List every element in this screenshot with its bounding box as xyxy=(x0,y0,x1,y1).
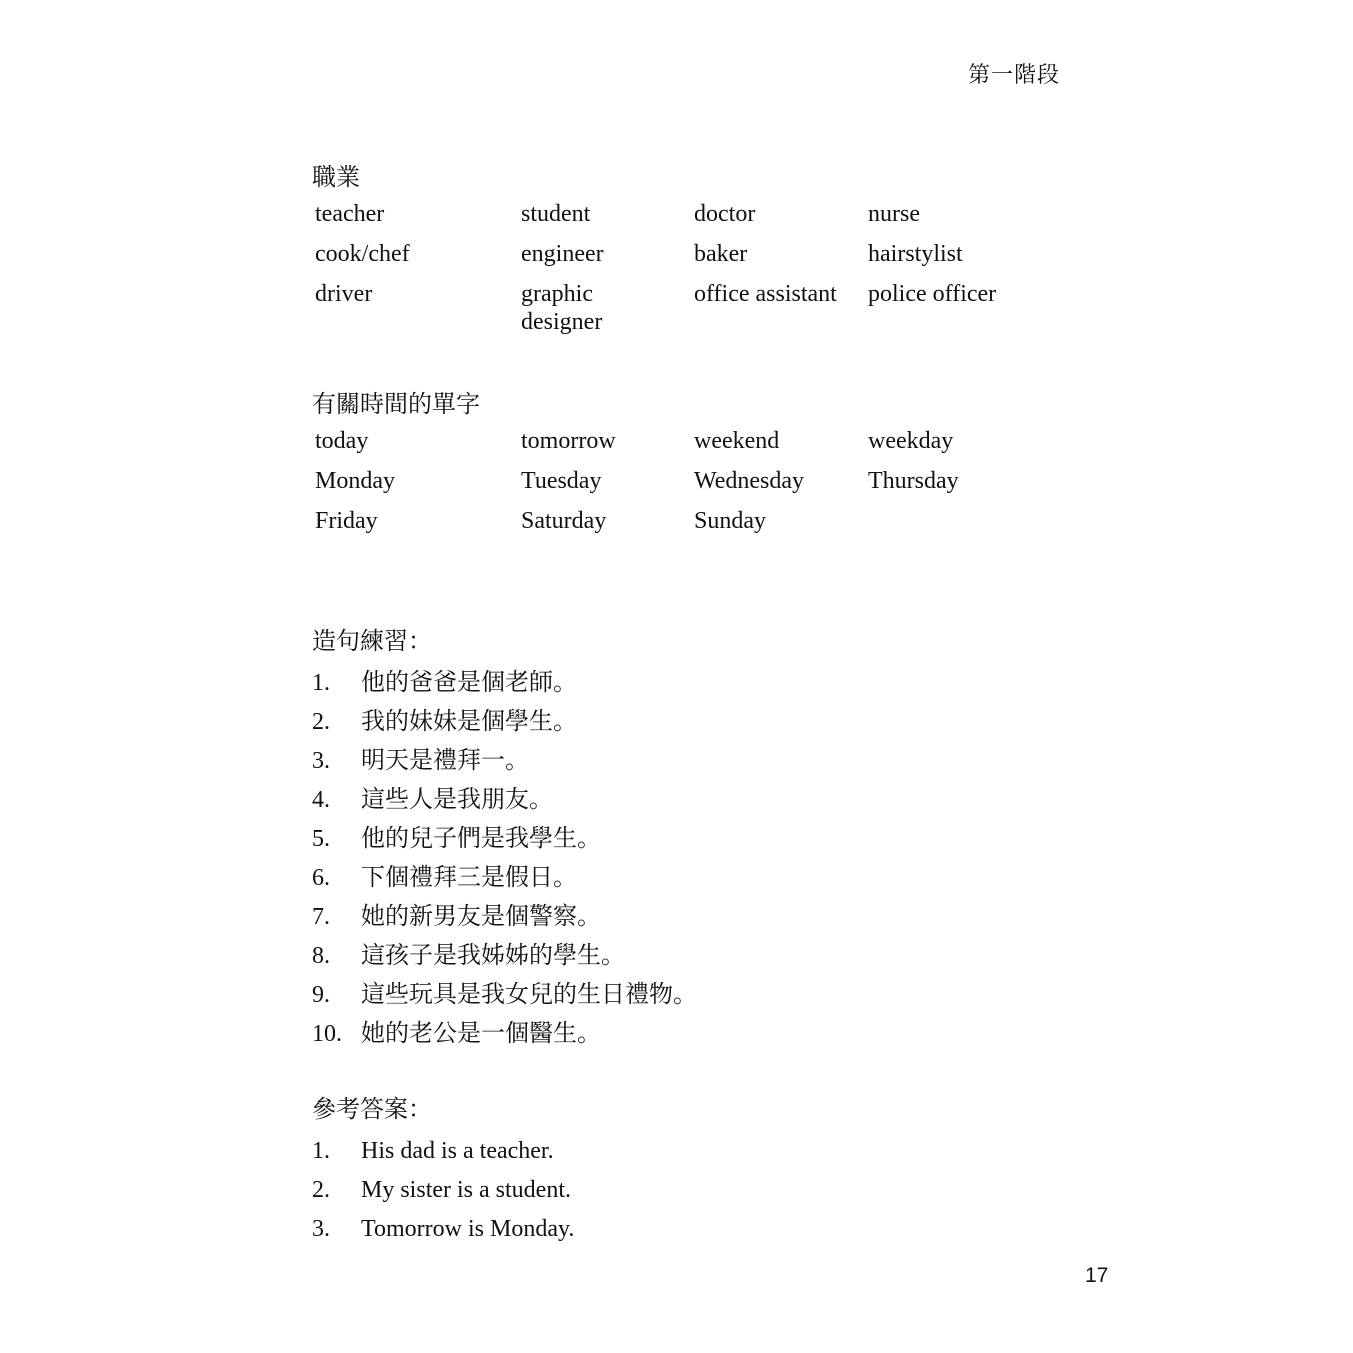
answers-heading: 參考答案： xyxy=(312,1097,432,1123)
running-head: 第一階段 xyxy=(968,62,1061,87)
occupations-table xyxy=(315,193,1028,336)
list-item xyxy=(312,859,697,898)
answers-section xyxy=(312,1095,574,1249)
time-words-heading: 有關時間的單字 xyxy=(312,392,480,418)
time-words-table xyxy=(315,420,1028,535)
list-item xyxy=(312,898,697,937)
item-number: 5. xyxy=(312,826,330,852)
item-text: 這孩子是我姊姊的學生。 xyxy=(361,943,625,969)
item-text: 這些人是我朋友。 xyxy=(361,787,553,813)
vocab-cell: baker xyxy=(694,241,748,267)
vocab-cell: nurse xyxy=(868,201,920,227)
item-number: 1. xyxy=(312,1138,330,1164)
item-text: 他的爸爸是個老師。 xyxy=(361,670,577,696)
table-row xyxy=(315,495,1028,535)
practice-section xyxy=(312,627,697,1054)
vocab-cell: student xyxy=(521,201,591,227)
table-row xyxy=(315,193,1028,228)
vocab-cell: police officer xyxy=(868,281,997,307)
item-number: 10. xyxy=(312,1021,342,1047)
vocab-cell: cook/chef xyxy=(315,241,410,267)
item-text: 我的妹妹是個學生。 xyxy=(361,709,577,735)
vocab-cell: teacher xyxy=(315,201,385,227)
practice-list xyxy=(312,664,697,1054)
list-item xyxy=(312,976,697,1015)
list-item xyxy=(312,1171,574,1210)
vocab-cell: driver xyxy=(315,281,373,307)
item-text: 這些玩具是我女兒的生日禮物。 xyxy=(361,982,697,1008)
item-text: His dad is a teacher. xyxy=(361,1138,554,1164)
item-number: 6. xyxy=(312,865,330,891)
occupations-section xyxy=(312,163,1028,336)
vocab-cell: office assistant xyxy=(694,281,837,307)
item-number: 2. xyxy=(312,709,330,735)
table-row xyxy=(315,228,1028,268)
item-text: Tomorrow is Monday. xyxy=(361,1216,575,1242)
item-number: 7. xyxy=(312,904,330,930)
item-number: 8. xyxy=(312,943,330,969)
list-item xyxy=(312,937,697,976)
vocab-cell: Monday xyxy=(315,468,395,494)
time-words-section xyxy=(312,390,1028,535)
table-row xyxy=(315,268,1028,336)
occupations-heading: 職業 xyxy=(312,165,360,191)
vocab-cell: weekday xyxy=(868,428,954,454)
item-text: 她的老公是一個醫生。 xyxy=(361,1021,601,1047)
vocab-cell: Friday xyxy=(315,508,378,534)
vocab-cell: engineer xyxy=(521,241,604,267)
vocab-cell: weekend xyxy=(694,428,780,454)
item-text: 下個禮拜三是假日。 xyxy=(361,865,577,891)
item-number: 1. xyxy=(312,670,330,696)
item-text: 他的兒子們是我學生。 xyxy=(361,826,601,852)
list-item xyxy=(312,781,697,820)
vocab-cell: Tuesday xyxy=(521,468,602,494)
list-item xyxy=(312,1210,574,1249)
table-row xyxy=(315,420,1028,455)
item-text: 她的新男友是個警察。 xyxy=(361,904,601,930)
vocab-cell: Sunday xyxy=(694,508,766,534)
vocab-cell: doctor xyxy=(694,201,756,227)
answers-list xyxy=(312,1132,574,1249)
item-number: 4. xyxy=(312,787,330,813)
vocab-cell: Thursday xyxy=(868,468,959,494)
list-item xyxy=(312,1132,574,1171)
list-item xyxy=(312,742,697,781)
list-item xyxy=(312,820,697,859)
vocab-cell: Wednesday xyxy=(694,468,805,494)
item-text: 明天是禮拜一。 xyxy=(361,748,529,774)
item-number: 2. xyxy=(312,1177,330,1203)
list-item xyxy=(312,1015,697,1054)
vocab-cell: graphic designer xyxy=(521,281,603,335)
list-item xyxy=(312,703,697,742)
vocab-cell: tomorrow xyxy=(521,428,616,454)
page-number: 17 xyxy=(1085,1264,1109,1287)
item-text: My sister is a student. xyxy=(361,1177,571,1203)
table-row xyxy=(315,455,1028,495)
vocab-cell: hairstylist xyxy=(868,241,963,267)
item-number: 3. xyxy=(312,748,330,774)
list-item xyxy=(312,664,697,703)
item-number: 9. xyxy=(312,982,330,1008)
vocab-cell: today xyxy=(315,428,369,454)
vocab-cell xyxy=(868,495,1028,535)
practice-heading: 造句練習： xyxy=(312,629,432,655)
vocab-cell: Saturday xyxy=(521,508,607,534)
item-number: 3. xyxy=(312,1216,330,1242)
